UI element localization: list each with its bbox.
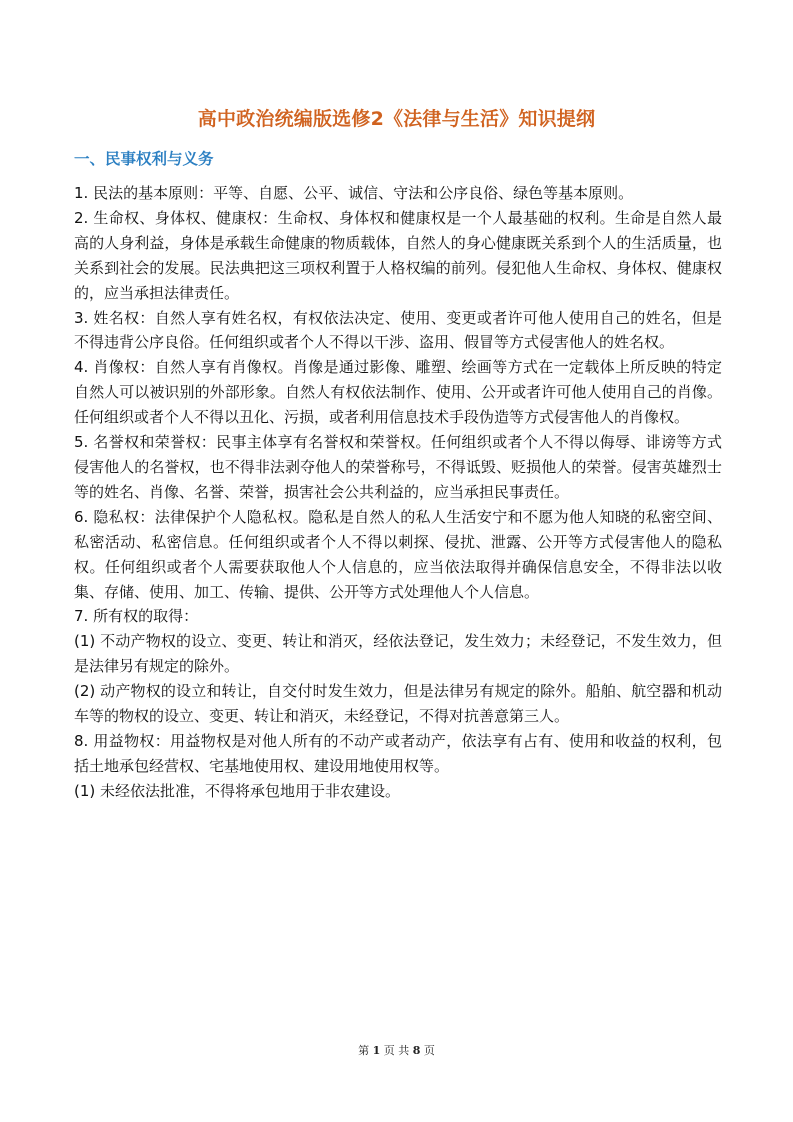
paragraph-privacy: 6. 隐私权：法律保护个人隐私权。隐私是自然人的私人生活安宁和不愿为他人知晓的私密空间、私密活动、私密信息。任何组织或者个人不得以刺探、侵扰、泄露、公开等方式侵害他人的隐私权。任何组织或者个人需要获取他人个人信息的，应当依法取得并确保信息安全，不得非法以收集、存储、使用、加工、传输、提供、公开等方式处理他人个人信息。 (74, 507, 722, 601)
footer-page-number: 1 (372, 1044, 381, 1057)
footer-prefix: 第 (358, 1044, 370, 1057)
footer-suffix: 页 (423, 1044, 435, 1057)
paragraph-reputation-honor: 5. 名誉权和荣誉权：民事主体享有名誉权和荣誉权。任何组织或者个人不得以侮辱、诽谤等方式侵害他人的名誉权，也不得非法剥夺他人的荣誉称号，不得诋毁、贬损他人的荣誉。侵害英雄烈士等的姓名、肖像、名誉、荣誉，损害社会公共利益的，应当承担民事责任。 (74, 433, 722, 501)
paragraph-name-right: 3. 姓名权：自然人享有姓名权，有权依法决定、使用、变更或者许可他人使用自己的姓名，但是不得违背公序良俗。任何组织或者个人不得以干涉、盗用、假冒等方式侵害他人的姓名权。 (74, 308, 722, 352)
paragraph-immovable-property: (1) 不动产物权的设立、变更、转让和消灭，经依法登记，发生效力；未经登记，不发生效力，但是法律另有规定的除外。 (74, 632, 722, 676)
footer-middle: 页 共 (383, 1044, 410, 1057)
paragraph-movable-property: (2) 动产物权的设立和转让，自交付时发生效力，但是法律另有规定的除外。船舶、航空器和机动车等的物权的设立、变更、转让和消灭，未经登记，不得对抗善意第三人。 (74, 682, 722, 726)
document-body (74, 181, 722, 804)
paragraph-contracted-land: (1) 未经依法批准，不得将承包地用于非农建设。 (74, 781, 401, 800)
paragraph-ownership-heading: 7. 所有权的取得： (74, 607, 199, 626)
paragraph-portrait-right: 4. 肖像权：自然人享有肖像权。肖像是通过影像、雕塑、绘画等方式在一定载体上所反映的特定自然人可以被识别的外部形象。自然人有权依法制作、使用、公开或者许可他人使用自己的肖像。任何组织或者个人不得以丑化、污损，或者利用信息技术手段伪造等方式侵害他人的肖像权。 (74, 358, 722, 427)
footer-total-pages: 8 (412, 1044, 421, 1057)
paragraph-life-body-health: 2. 生命权、身体权、健康权：生命权、身体权和健康权是一个人最基础的权利。生命是自然人最高的人身利益，身体是承载生命健康的物质载体，自然人的身心健康既关系到个人的生活质量，也关系到社会的发展。民法典把这三项权利置于人格权编的前列。侵犯他人生命权、身体权、健康权的，应当承担法律责任。 (74, 208, 722, 302)
document-title: 高中政治统编版选修2《法律与生活》知识提纲 (197, 108, 596, 130)
paragraph-principles: 1. 民法的基本原则：平等、自愿、公平、诚信、守法和公序良俗、绿色等基本原则。 (74, 184, 634, 202)
paragraph-usufruct: 8. 用益物权：用益物权是对他人所有的不动产或者动产，依法享有占有、使用和收益的权利，包括土地承包经营权、宅基地使用权、建设用地使用权等。 (74, 731, 722, 775)
section-heading: 一、民事权利与义务 (74, 150, 214, 168)
page-footer (0, 1042, 793, 1058)
